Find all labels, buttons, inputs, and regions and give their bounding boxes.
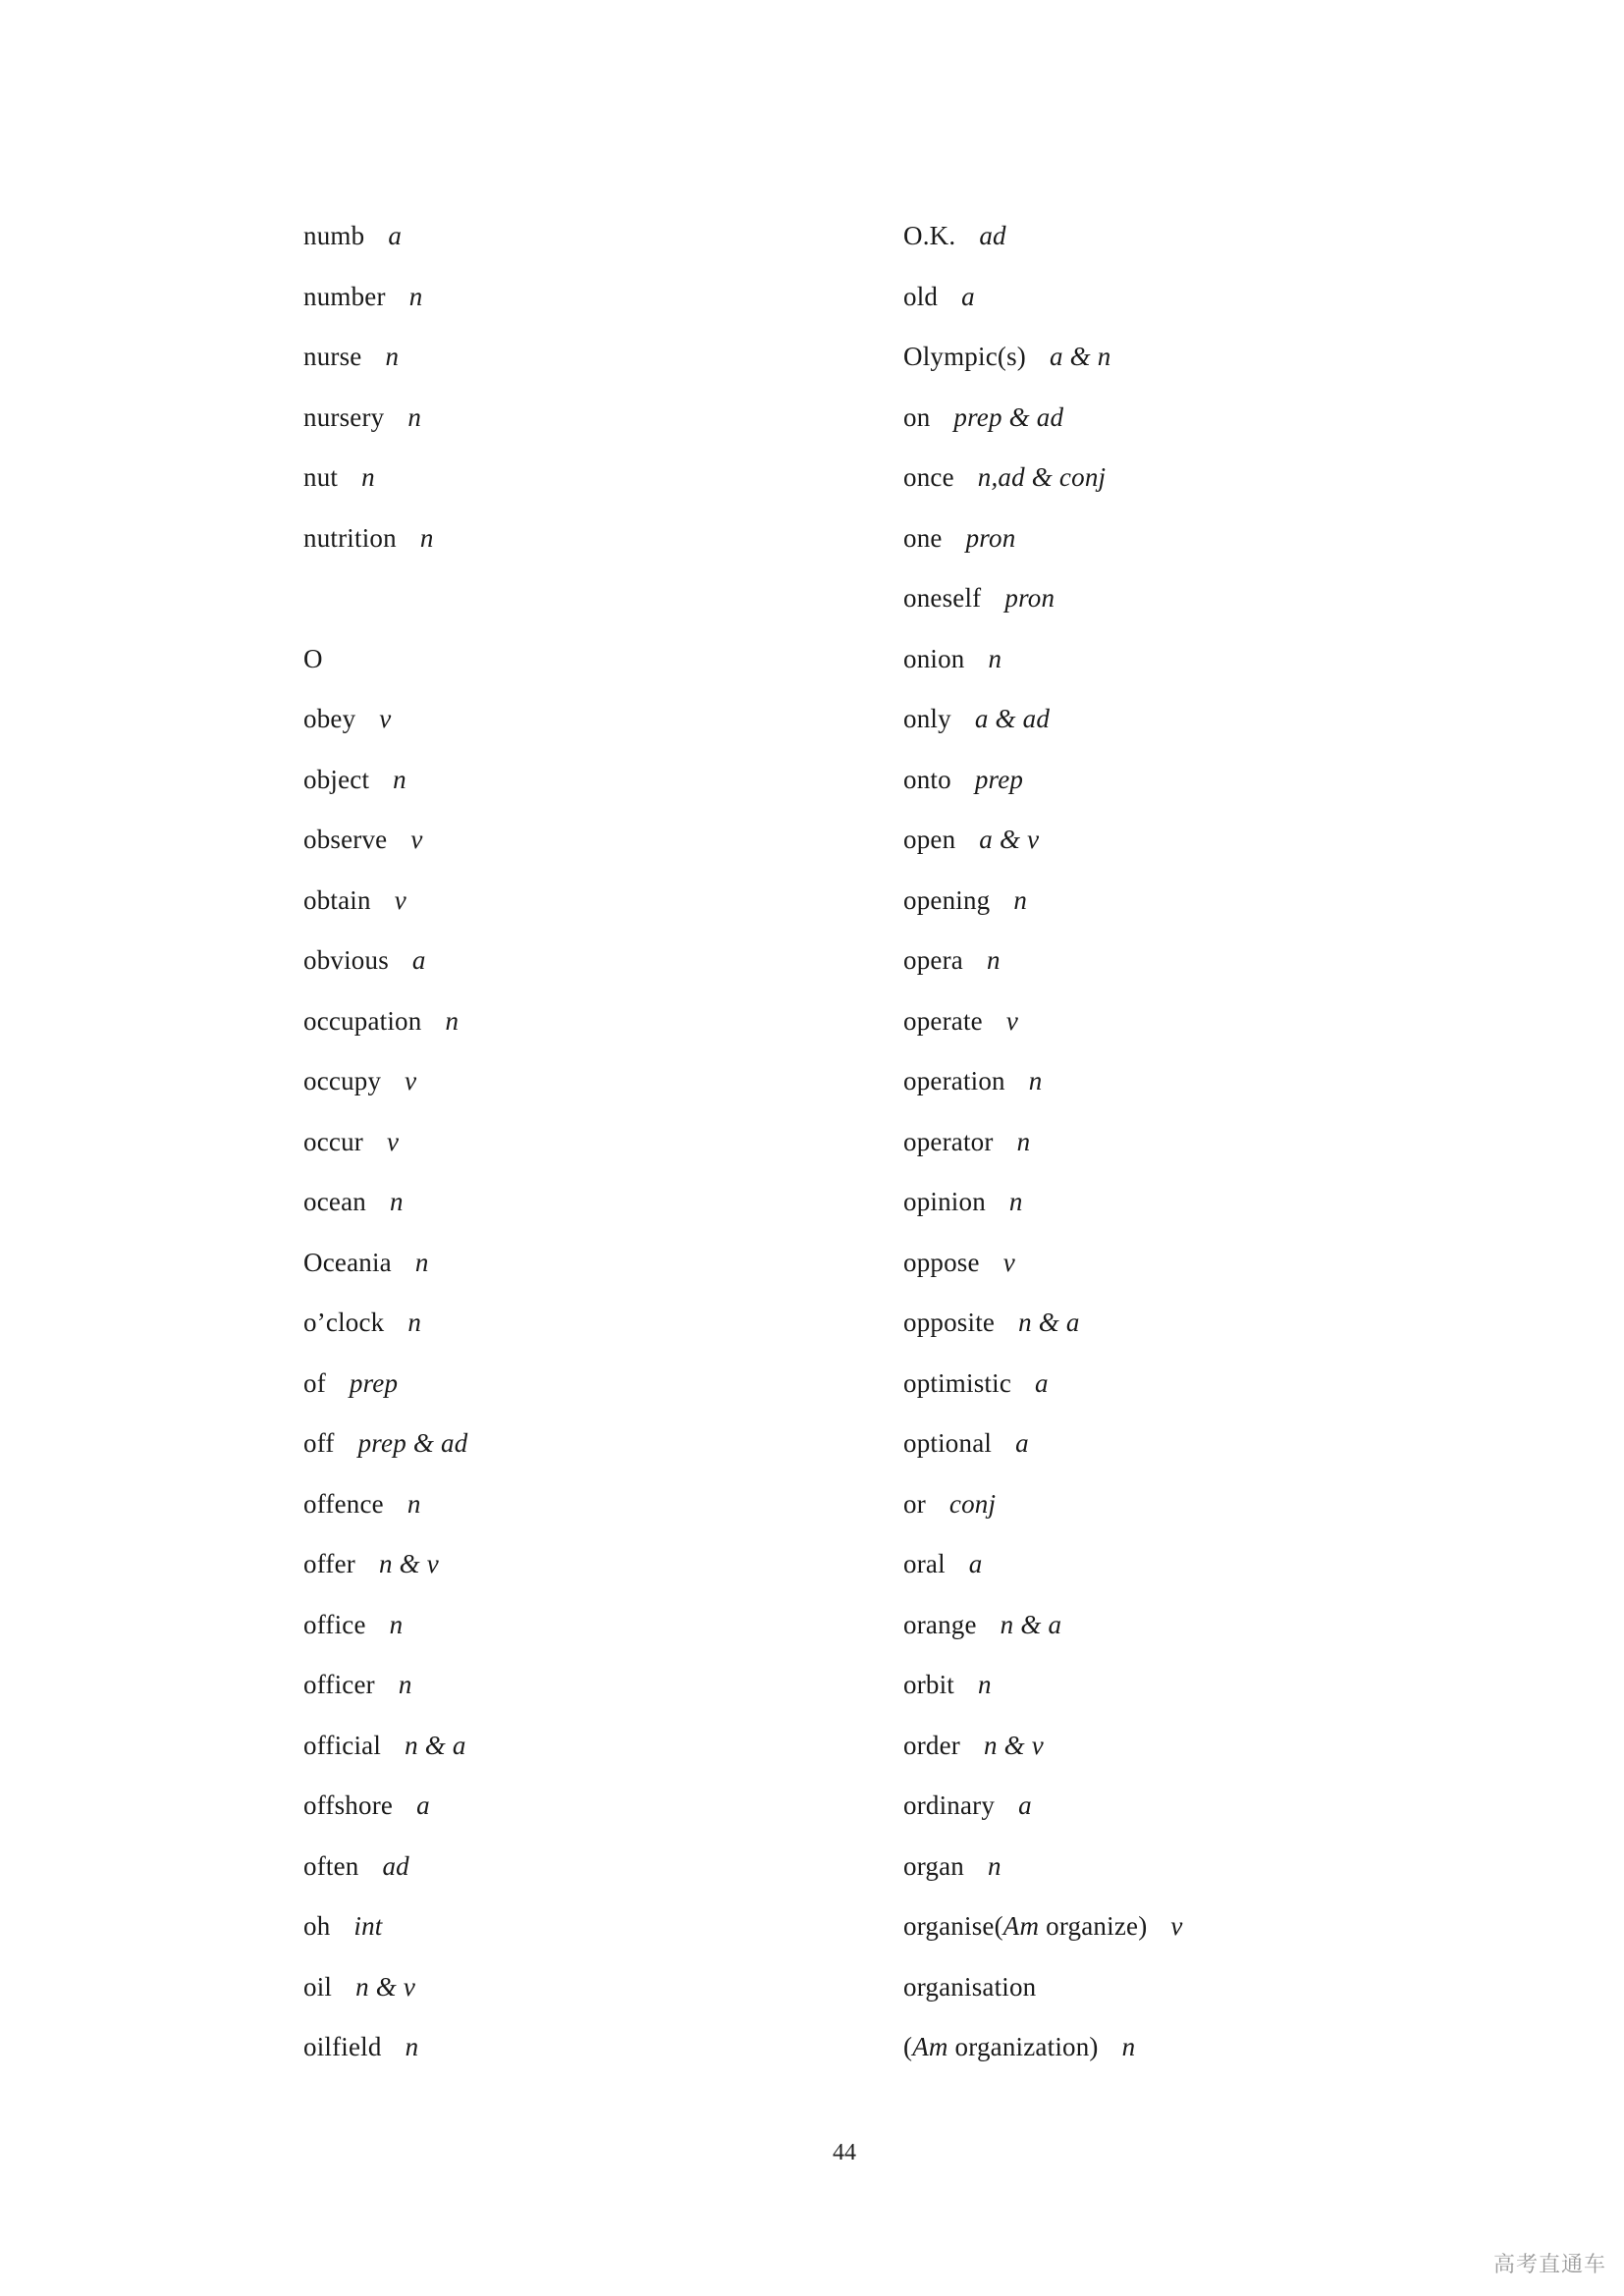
entry-word: O <box>303 643 323 673</box>
entry-part-of-speech: prep <box>974 764 1024 794</box>
entry-word: oh <box>303 1911 331 1941</box>
glossary-entry <box>903 637 1183 698</box>
entry-part-of-speech: n <box>361 462 375 492</box>
entry-part-of-speech: n <box>1013 884 1028 915</box>
glossary-entry <box>303 1120 467 1181</box>
glossary-entry <box>303 1482 467 1543</box>
entry-part-of-speech: n <box>407 1308 422 1337</box>
entry-part-of-speech: a & n <box>1049 342 1111 371</box>
glossary-entry <box>303 214 467 275</box>
glossary-entry <box>903 1482 1183 1543</box>
entry-word: onto <box>903 764 951 794</box>
entry-word: numb <box>303 221 365 250</box>
entry-word: occupy <box>303 1066 382 1095</box>
glossary-entry <box>303 1784 467 1844</box>
entry-part-of-speech: v <box>1005 1005 1019 1036</box>
entry-part-of-speech: v <box>1170 1911 1183 1941</box>
entry-word: occur <box>303 1126 363 1156</box>
entry-word: opposite <box>903 1308 996 1337</box>
entry-word: organ <box>903 1850 964 1881</box>
glossary-entry <box>303 275 467 336</box>
glossary-entry <box>303 1301 467 1362</box>
entry-word: opera <box>903 945 963 975</box>
entry-part-of-speech: n <box>1008 1187 1023 1216</box>
entry-part-of-speech: n <box>405 2032 419 2061</box>
glossary-entry <box>903 1844 1183 1905</box>
glossary-entry <box>903 1904 1183 1965</box>
glossary-entry <box>903 275 1183 336</box>
entry-word: offshore <box>303 1790 394 1820</box>
entry-word: old <box>903 281 939 311</box>
glossary-entry <box>303 1844 467 1905</box>
glossary-entry <box>303 516 467 577</box>
entry-part-of-speech: n & a <box>1018 1308 1080 1337</box>
glossary-entry <box>303 758 467 819</box>
glossary-entry <box>303 335 467 396</box>
glossary-entry <box>303 455 467 516</box>
left-word-column <box>303 214 467 2086</box>
entry-part-of-speech: n & v <box>983 1730 1044 1760</box>
entry-word: observe <box>303 825 388 854</box>
entry-part-of-speech: ad <box>382 1850 409 1881</box>
page-number: 44 <box>833 2140 856 2165</box>
right-word-column <box>903 214 1183 2086</box>
glossary-entry <box>903 576 1183 637</box>
entry-part-of-speech: n <box>986 945 1001 975</box>
entry-part-of-speech: a & v <box>979 825 1040 854</box>
entry-word: organisation <box>903 1971 1037 2002</box>
glossary-entry <box>903 1301 1183 1362</box>
entry-word: operate <box>903 1005 983 1036</box>
entry-word: official <box>303 1730 382 1760</box>
entry-part-of-speech: n <box>398 1670 412 1699</box>
glossary-entry <box>903 1663 1183 1724</box>
entry-word-variant: organize) <box>1039 1911 1148 1941</box>
glossary-entry <box>303 396 467 456</box>
entry-part-of-speech: pron <box>965 522 1016 553</box>
entry-word: offence <box>303 1488 384 1519</box>
entry-part-of-speech: n <box>1028 1066 1043 1095</box>
glossary-entry <box>903 1180 1183 1241</box>
entry-part-of-speech: n <box>988 643 1002 673</box>
glossary-entry <box>303 1059 467 1120</box>
entry-word: or <box>903 1488 926 1519</box>
entry-word: often <box>303 1850 359 1881</box>
entry-word: ocean <box>303 1187 366 1216</box>
entry-word: open <box>903 825 956 854</box>
entry-part-of-speech: n <box>408 281 423 311</box>
entry-part-of-speech: n <box>978 1670 992 1699</box>
entry-word: optimistic <box>903 1367 1011 1398</box>
entry-word: O.K. <box>903 221 956 250</box>
entry-word: Olympic(s) <box>903 342 1026 371</box>
glossary-entry <box>903 1421 1183 1482</box>
entry-part-of-speech: v <box>379 704 392 733</box>
entry-part-of-speech: a <box>411 945 426 975</box>
glossary-entry <box>903 516 1183 577</box>
entry-word-variant: organization) <box>947 2032 1099 2061</box>
glossary-entry <box>303 1542 467 1603</box>
entry-word: oilfield <box>303 2032 382 2061</box>
glossary-entry <box>903 1784 1183 1844</box>
watermark: 高考直通车 <box>1492 2253 1606 2277</box>
glossary-entry <box>303 1241 467 1302</box>
entry-word: once <box>903 462 954 492</box>
entry-word: obtain <box>303 884 371 915</box>
glossary-entry <box>903 758 1183 819</box>
glossary-entry <box>903 335 1183 396</box>
entry-word: nursery <box>303 401 385 432</box>
entry-word: off <box>303 1428 335 1458</box>
glossary-entry <box>903 1724 1183 1785</box>
entry-word: oneself <box>903 583 982 613</box>
glossary-entry <box>303 1724 467 1785</box>
entry-word: ( <box>903 2032 913 2061</box>
entry-part-of-speech: ad <box>979 221 1006 250</box>
glossary-entry <box>903 879 1183 939</box>
entry-part-of-speech: v <box>405 1066 417 1095</box>
glossary-entry <box>303 1904 467 1965</box>
glossary-entry <box>303 1965 467 2026</box>
glossary-entry <box>903 396 1183 456</box>
entry-part-of-speech: n <box>393 764 406 794</box>
entry-part-of-speech: n <box>414 1247 429 1277</box>
entry-word: opinion <box>903 1187 986 1216</box>
glossary-entry <box>903 938 1183 999</box>
entry-part-of-speech: a <box>961 281 975 311</box>
entry-word: of <box>303 1367 326 1398</box>
entry-word: o’clock <box>303 1308 385 1337</box>
entry-word: object <box>303 764 370 794</box>
entry-part-of-speech: n <box>407 401 422 432</box>
glossary-entry <box>303 938 467 999</box>
glossary-entry <box>903 1120 1183 1181</box>
entry-word: occupation <box>303 1005 422 1036</box>
entry-part-of-speech: n <box>1016 1126 1031 1156</box>
entry-word: nut <box>303 462 339 492</box>
glossary-entry <box>903 1603 1183 1664</box>
entry-part-of-speech: a <box>1035 1367 1049 1398</box>
entry-part-of-speech: prep <box>349 1367 399 1398</box>
glossary-entry <box>303 1180 467 1241</box>
entry-part-of-speech: n,ad & conj <box>977 462 1107 492</box>
entry-word: operation <box>903 1066 1005 1095</box>
glossary-entry <box>903 999 1183 1060</box>
entry-word: nutrition <box>303 522 397 553</box>
entry-part-of-speech: n & v <box>378 1549 439 1578</box>
entry-word: obvious <box>303 945 389 975</box>
entry-part-of-speech: a <box>388 221 403 250</box>
entry-part-of-speech: prep & ad <box>953 401 1064 432</box>
entry-part-of-speech: v <box>386 1126 400 1156</box>
entry-part-of-speech: prep & ad <box>357 1428 468 1458</box>
entry-part-of-speech: n & a <box>405 1730 466 1760</box>
glossary-entry <box>903 697 1183 758</box>
glossary-entry <box>903 1362 1183 1422</box>
glossary-entry <box>903 1059 1183 1120</box>
entry-word: optional <box>903 1428 993 1458</box>
entry-word: onion <box>903 643 965 673</box>
entry-part-of-speech: n <box>385 342 400 371</box>
entry-word: one <box>903 522 943 553</box>
entry-word: oil <box>303 1971 333 2002</box>
entry-word: on <box>903 401 931 432</box>
entry-part-of-speech: int <box>353 1911 383 1941</box>
entry-word: orbit <box>903 1670 954 1699</box>
entry-variant-label: Am <box>1002 1911 1040 1941</box>
entry-word: orange <box>903 1609 977 1639</box>
glossary-entry <box>903 1542 1183 1603</box>
entry-part-of-speech: n <box>389 1609 404 1639</box>
entry-part-of-speech: n & a <box>1000 1609 1062 1639</box>
entry-part-of-speech: n & v <box>355 1971 416 2002</box>
entry-part-of-speech: v <box>394 884 406 915</box>
entry-part-of-speech: pron <box>1004 583 1056 613</box>
glossary-entry <box>303 999 467 1060</box>
entry-part-of-speech: n <box>389 1187 404 1216</box>
entry-part-of-speech: n <box>406 1488 421 1519</box>
glossary-entry <box>303 1362 467 1422</box>
glossary-entry <box>303 818 467 879</box>
glossary-entry <box>903 1241 1183 1302</box>
entry-part-of-speech: a & ad <box>974 704 1051 733</box>
entry-variant-label: Am <box>912 2032 948 2061</box>
entry-word: opening <box>903 884 991 915</box>
entry-part-of-speech: n <box>988 1850 1001 1881</box>
entry-part-of-speech: a <box>968 1549 983 1578</box>
entry-word: Oceania <box>303 1247 392 1277</box>
entry-part-of-speech: n <box>419 522 434 553</box>
entry-word: operator <box>903 1126 994 1156</box>
glossary-entry <box>303 637 467 698</box>
entry-part-of-speech: a <box>416 1790 430 1820</box>
entry-part-of-speech: conj <box>948 1488 997 1519</box>
glossary-entry <box>303 1663 467 1724</box>
entry-word: number <box>303 281 386 311</box>
glossary-entry <box>903 1965 1183 2026</box>
entry-word: oral <box>903 1549 946 1578</box>
entry-part-of-speech: a <box>1015 1428 1029 1458</box>
entry-word: nurse <box>303 342 362 371</box>
glossary-entry <box>903 214 1183 275</box>
entry-word: office <box>303 1609 366 1639</box>
entry-word: organise( <box>903 1911 1003 1941</box>
entry-word: oppose <box>903 1247 980 1277</box>
entry-part-of-speech: v <box>1002 1247 1015 1277</box>
glossary-entry <box>303 2025 467 2086</box>
glossary-entry <box>303 1421 467 1482</box>
entry-word: obey <box>303 704 356 733</box>
entry-word: officer <box>303 1670 375 1699</box>
entry-part-of-speech: v <box>410 825 423 854</box>
entry-word: ordinary <box>903 1790 996 1820</box>
glossary-entry <box>303 576 467 637</box>
glossary-entry <box>903 455 1183 516</box>
entry-part-of-speech: a <box>1018 1790 1032 1820</box>
entry-word: order <box>903 1730 960 1760</box>
glossary-entry <box>303 697 467 758</box>
entry-part-of-speech: n <box>1121 2032 1136 2061</box>
glossary-entry <box>903 818 1183 879</box>
glossary-entry <box>303 1603 467 1664</box>
glossary-entry <box>303 879 467 939</box>
entry-word: only <box>903 704 951 733</box>
entry-word: offer <box>303 1549 355 1578</box>
glossary-entry <box>903 2025 1183 2086</box>
entry-part-of-speech: n <box>445 1005 460 1036</box>
